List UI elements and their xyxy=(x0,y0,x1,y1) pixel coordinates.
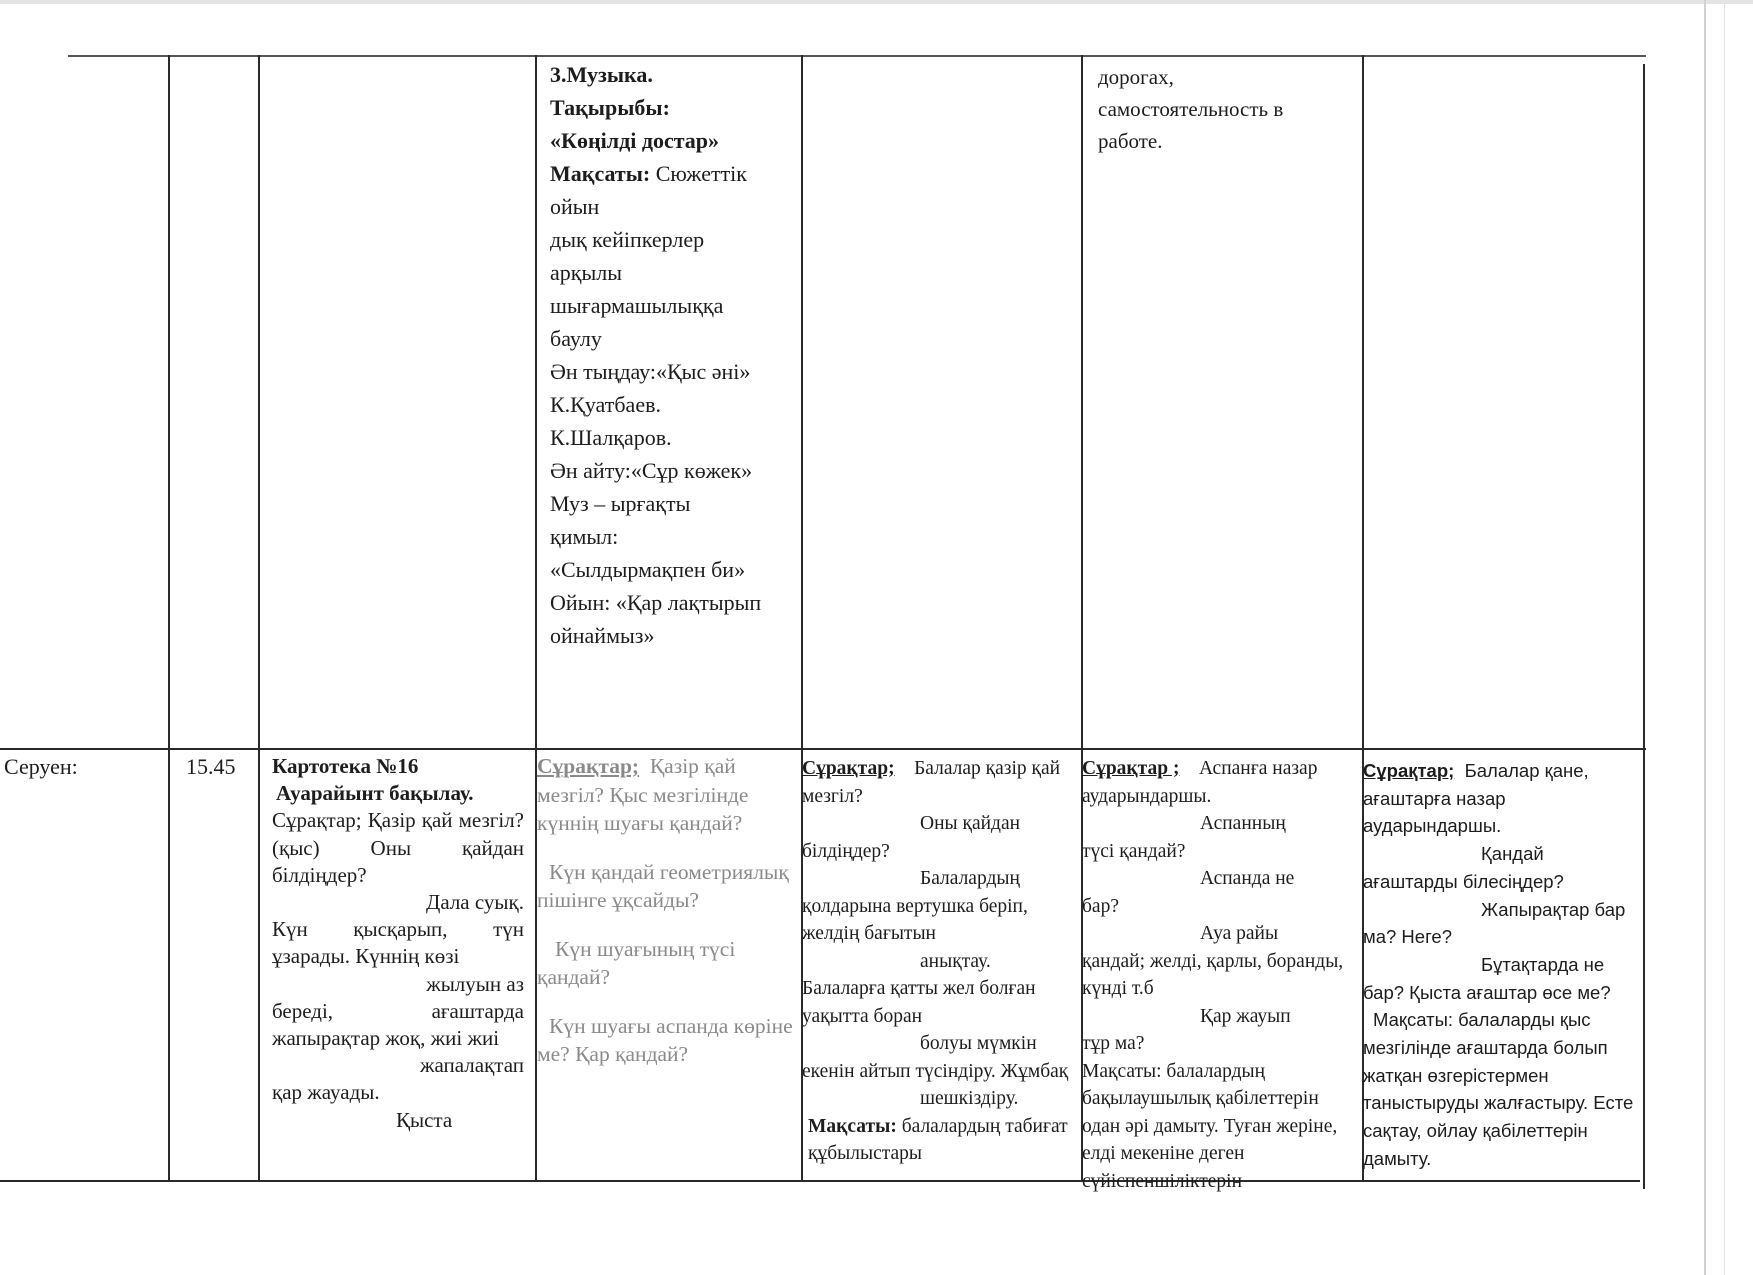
col6-line: дорогах, xyxy=(1098,65,1174,89)
col4-questions: Сұрақтар; Қазір қай мезгіл? Қыс мезгілінде күннің шуағы қандай? xyxy=(537,754,749,835)
col5-text: болуы мүмкін xyxy=(920,1033,1037,1054)
col6-line: самостоятельность в xyxy=(1098,97,1284,121)
music-line: қимыл: xyxy=(550,524,619,549)
col7-text: бар? Қыста ағаштар өсе ме? xyxy=(1363,981,1611,1003)
col7-text: Бұтақтарда не xyxy=(1481,953,1605,975)
col7-text: ма? Неге? xyxy=(1363,926,1453,948)
col3-text: жапалақтап xyxy=(419,1053,524,1078)
col5-text: Балалардың xyxy=(920,868,1020,889)
col5-text: білдіңдер? xyxy=(802,840,890,862)
col7-text: Қандай xyxy=(1481,843,1544,865)
music-line: арқылы xyxy=(550,260,622,285)
music-line: баулу xyxy=(550,326,602,351)
col5-text: шешкіздіру. xyxy=(920,1088,1019,1109)
col5-text: Балаларға қатты жел болған уақытта боран xyxy=(802,978,1036,1027)
col4-question: Күн қандай геометриялық пішінге ұқсайды? xyxy=(537,859,789,912)
col3-text: Қыста xyxy=(396,1107,453,1132)
col6-text: Мақсаты: балалардың бақылаушылық қабілеттерін одан әрі дамыту. Туған жеріне, елді мекеніне деген сүйіспеншіліктерін xyxy=(1082,1060,1338,1192)
scan-edge-right xyxy=(1704,0,1706,1275)
col6-text: Аспанда не xyxy=(1200,868,1295,889)
music-line: Ойын: «Қар лақтырып xyxy=(550,590,762,615)
music-title: 3.Музыка. xyxy=(550,62,653,87)
col7-text: Мақсаты: балаларды қыс мезгілінде ағаштарда болып жатқан өзгерістермен таныстыруды жалғастыру. Есте сақтау, ойлау қабілеттерін дамыту. xyxy=(1363,1009,1634,1169)
music-line: дық кейіпкерлер xyxy=(550,227,705,252)
col5-text: Оны қайдан xyxy=(920,813,1021,834)
col5-text: екенін айтып түсіндіру. Жұмбақ xyxy=(802,1060,1069,1082)
walk-col6-cell xyxy=(1082,755,1361,1192)
music-line: шығармашылыққа xyxy=(550,293,724,318)
col3-subtitle: Ауарайынт бақылау. xyxy=(276,781,474,806)
walk-col5-cell xyxy=(802,755,1080,1180)
col4-question: Күн шуағының түсі қандай? xyxy=(537,936,736,989)
col6-line: работе. xyxy=(1098,129,1163,153)
music-topic: «Көңілді достар» xyxy=(550,128,720,153)
col3-text: жылуын аз xyxy=(426,971,524,996)
col7-text: Сұрақтар; Балалар қане, ағаштарға назар аударындаршы. xyxy=(1363,760,1589,837)
col5-text: анықтау. xyxy=(920,950,991,972)
top-col6-cell xyxy=(1098,61,1360,261)
col3-text: Сұрақтар; Қазір қай мезгіл? (қыс) Оны қайдан білдіңдер? xyxy=(272,808,524,887)
col5-goal: Мақсаты: балалардың табиғат құбылыстары xyxy=(808,1115,1068,1164)
col6-text: қандай; желді, қарлы, боранды, күнді т.б xyxy=(1082,950,1344,999)
col5-text: қолдарына вертушка беріп, желдің бағытын xyxy=(802,895,1028,944)
music-line: Ән айту:«Сұр көжек» xyxy=(550,458,753,483)
music-line: ойнаймыз» xyxy=(550,623,655,648)
col3-text: Дала суық. xyxy=(426,890,524,915)
music-goal: Мақсаты: Сюжеттік ойын xyxy=(550,161,747,219)
col6-text: Аспанның xyxy=(1200,813,1286,834)
col6-text: Қар жауып xyxy=(1200,1005,1291,1027)
walk-time: 15.45 xyxy=(186,754,236,779)
music-line: Муз – ырғақты xyxy=(550,491,691,516)
col3-title: Картотека №16 xyxy=(272,754,419,778)
col4-question: Күн шуағы аспанда көріне ме? Қар қандай? xyxy=(537,1013,793,1066)
col7-text: ағаштарды білесіңдер? xyxy=(1363,870,1564,892)
scan-edge-top xyxy=(0,0,1753,4)
music-line: Ән тыңдау:«Қыс әні» xyxy=(550,359,751,384)
scan-edge-right-inner xyxy=(1724,0,1725,1275)
col3-text: қар жауады. xyxy=(272,1080,380,1105)
col3-text: Күн қысқарып, түн ұзарады. Күннің көзі xyxy=(272,917,524,969)
music-topic-label: Тақырыбы: xyxy=(550,95,670,120)
col6-text: бар? xyxy=(1082,895,1119,917)
walk-col3-cell xyxy=(272,753,524,1180)
col6-text: Ауа райы xyxy=(1200,923,1279,944)
walk-col7-cell xyxy=(1363,757,1643,1180)
col3-text: береді, ағаштарда жапырақтар жоқ, жиі жиі xyxy=(272,998,524,1051)
music-line: К.Қуатбаев. xyxy=(550,392,661,417)
col6-text: түсі қандай? xyxy=(1082,840,1186,862)
col7-text: Жапырақтар бар xyxy=(1481,898,1626,920)
music-line: «Сылдырмақпен би» xyxy=(550,557,746,582)
col6-text: Сұрақтар ; Аспанға назар аударындаршы. xyxy=(1082,758,1318,807)
walk-col4-cell xyxy=(537,752,799,1180)
col6-text: тұр ма? xyxy=(1082,1033,1145,1054)
walk-label: Серуен: xyxy=(4,754,78,779)
music-line: К.Шалқаров. xyxy=(550,425,672,450)
col5-text: Сұрақтар; Балалар қазір қай мезгіл? xyxy=(802,758,1061,807)
music-lesson-cell xyxy=(550,58,800,748)
